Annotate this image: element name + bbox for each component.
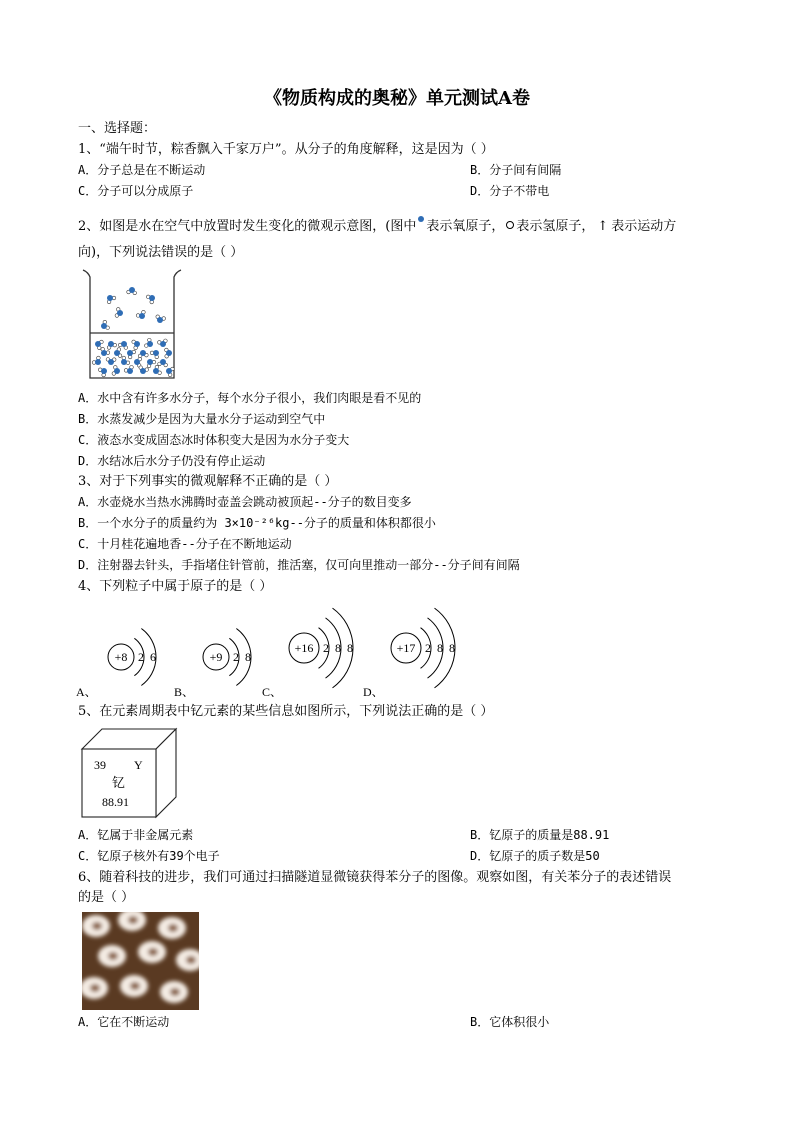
water-molecule <box>127 350 136 359</box>
benzene-center <box>92 922 102 930</box>
water-molecule <box>165 348 172 358</box>
q1-option-d[interactable]: D．分子不带电 <box>470 184 550 198</box>
q2-stem-c: 表示氢原子， <box>516 219 595 234</box>
water-molecule <box>115 308 123 318</box>
shell-electron-count: 8 <box>245 650 251 664</box>
atomic-mass: 88.91 <box>102 795 129 809</box>
q2-stem-b: 表示氧原子， <box>426 219 505 234</box>
water-molecule <box>107 295 116 304</box>
nucleus-charge: +17 <box>396 641 416 655</box>
benzene-center <box>170 988 180 996</box>
water-molecule <box>112 366 120 376</box>
q6-stem-line2: 的是（ ） <box>78 890 135 905</box>
benzene-center <box>90 984 100 992</box>
q5-option-d[interactable]: D．钇原子的质子数是50 <box>470 849 600 863</box>
up-arrow-icon: ↑ <box>597 219 609 234</box>
section-heading: 一、选择题： <box>78 121 157 136</box>
water-molecule <box>127 287 137 295</box>
q2-option-c[interactable]: C．液态水变成固态冰时体积变大是因为水分子变大 <box>78 433 350 447</box>
water-molecule <box>98 368 107 377</box>
benzene-center <box>130 982 140 990</box>
q2-stem-d: 表示运动方 <box>611 219 677 234</box>
q6-stem: 6、随着科技的进步，我们可通过扫描隧道显微镜获得苯分子的图像。观察如图，有关苯分子的表述错误 <box>78 870 672 885</box>
shell-electron-count: 8 <box>335 641 341 655</box>
water-molecules <box>92 287 174 377</box>
page-title: 《物质构成的奥秘》单元测试A卷 <box>264 88 530 109</box>
option-label[interactable]: A、 <box>76 685 97 699</box>
shell-electron-count: 2 <box>323 641 329 655</box>
atom-diagram <box>391 608 455 688</box>
oxygen-atom-icon <box>418 216 424 222</box>
q3-option-a[interactable]: A．水壶烧水当热水沸腾时壶盖会跳动被顶起--分子的数目变多 <box>78 495 412 509</box>
nucleus-charge: +16 <box>294 641 314 655</box>
atom-diagram <box>108 629 156 686</box>
q1-option-b[interactable]: B．分子间有间隔 <box>470 163 562 177</box>
water-molecule <box>92 356 101 365</box>
shell-electron-count: 2 <box>138 650 144 664</box>
water-molecule <box>156 315 166 323</box>
q3-option-b[interactable]: B．一个水分子的质量约为 3×10⁻²⁶kg--分子的质量和体积都很小 <box>78 516 436 530</box>
q2-stem-line2: 向)，下列说法错误的是（ ） <box>78 245 244 260</box>
benzene-center <box>128 916 138 924</box>
water-molecule <box>147 359 156 368</box>
water-molecule <box>158 339 168 347</box>
benzene-center <box>148 948 158 956</box>
water-molecule <box>107 341 116 349</box>
water-molecule <box>158 359 168 367</box>
q6-option-b[interactable]: B．它体积很小 <box>470 1015 550 1029</box>
element-symbol: Y <box>134 758 143 772</box>
water-molecule <box>114 348 122 358</box>
q5-option-c[interactable]: C．钇原子核外有39个电子 <box>78 849 220 863</box>
q6-option-a[interactable]: A．它在不断运动 <box>78 1015 170 1029</box>
benzene-center <box>108 952 118 960</box>
water-molecule <box>136 310 145 319</box>
q2-option-d[interactable]: D．水结冰后水分子仍没有停止运动 <box>78 454 266 468</box>
option-label[interactable]: B、 <box>174 685 195 699</box>
nucleus-charge: +8 <box>114 650 128 664</box>
q5-option-b[interactable]: B．钇原子的质量是88.91 <box>470 828 610 842</box>
water-molecule <box>145 338 153 347</box>
q3-stem: 3、对于下列事实的微观解释不正确的是（ ） <box>78 474 338 489</box>
q1-option-c[interactable]: C．分子可以分成原子 <box>78 184 194 198</box>
benzene-stm-image <box>82 912 199 1010</box>
option-label[interactable]: D、 <box>363 685 384 699</box>
shell-electron-count: 2 <box>233 650 239 664</box>
q1-option-a[interactable]: A．分子总是在不断运动 <box>78 163 206 177</box>
q2-stem-a: 2、如图是水在空气中放置时发生变化的微观示意图，(图中 <box>78 219 417 234</box>
benzene-center <box>186 956 196 964</box>
water-molecule <box>139 366 149 374</box>
nucleus-charge: +9 <box>209 650 223 664</box>
beaker-diagram <box>80 268 184 384</box>
water-molecule <box>153 365 161 374</box>
q2-stem-line1 <box>78 216 676 235</box>
periodic-cell-yttrium <box>80 727 180 821</box>
atom-diagram <box>289 608 353 688</box>
q1-stem: 1、“端午时节，粽香飘入千家万户”。从分子的角度解释，这是因为（ ） <box>78 142 494 157</box>
q5-option-a[interactable]: A．钇属于非金属元素 <box>78 828 194 842</box>
water-molecule <box>101 320 109 329</box>
atom-diagram <box>203 629 251 686</box>
q4-stem: 4、下列粒子中属于原子的是（ ） <box>78 579 273 594</box>
shell-electron-count: 2 <box>425 641 431 655</box>
benzene-center <box>168 924 178 932</box>
hydrogen-atom-icon <box>506 221 514 229</box>
water-molecule <box>146 295 155 304</box>
atomic-number: 39 <box>94 758 106 772</box>
water-molecule <box>106 358 116 365</box>
atom-structure-diagrams <box>76 600 476 702</box>
water-molecule <box>166 367 174 376</box>
water-molecule <box>150 350 159 359</box>
water-molecule <box>132 340 140 350</box>
q5-stem: 5、在元素周期表中钇元素的某些信息如图所示，下列说法正确的是（ ） <box>78 704 494 719</box>
water-molecule <box>124 365 133 374</box>
shell-electron-count: 8 <box>437 641 443 655</box>
q3-option-d[interactable]: D．注射器去针头，手指堵住针管前，推活塞，仅可向里推动一部分--分子间有间隔 <box>78 558 520 572</box>
shell-electron-count: 8 <box>347 641 353 655</box>
water-molecule <box>138 350 148 358</box>
q2-option-b[interactable]: B．水蒸发减少是因为大量水分子运动到空气中 <box>78 412 326 426</box>
option-label[interactable]: C、 <box>262 685 283 699</box>
element-name: 钇 <box>112 775 126 790</box>
shell-electron-count: 6 <box>150 650 156 664</box>
q3-option-c[interactable]: C．十月桂花遍地香--分子在不断地运动 <box>78 537 292 551</box>
shell-electron-count: 8 <box>449 641 455 655</box>
q2-option-a[interactable]: A．水中含有许多水分子，每个水分子很小，我们肉眼是看不见的 <box>78 391 422 405</box>
